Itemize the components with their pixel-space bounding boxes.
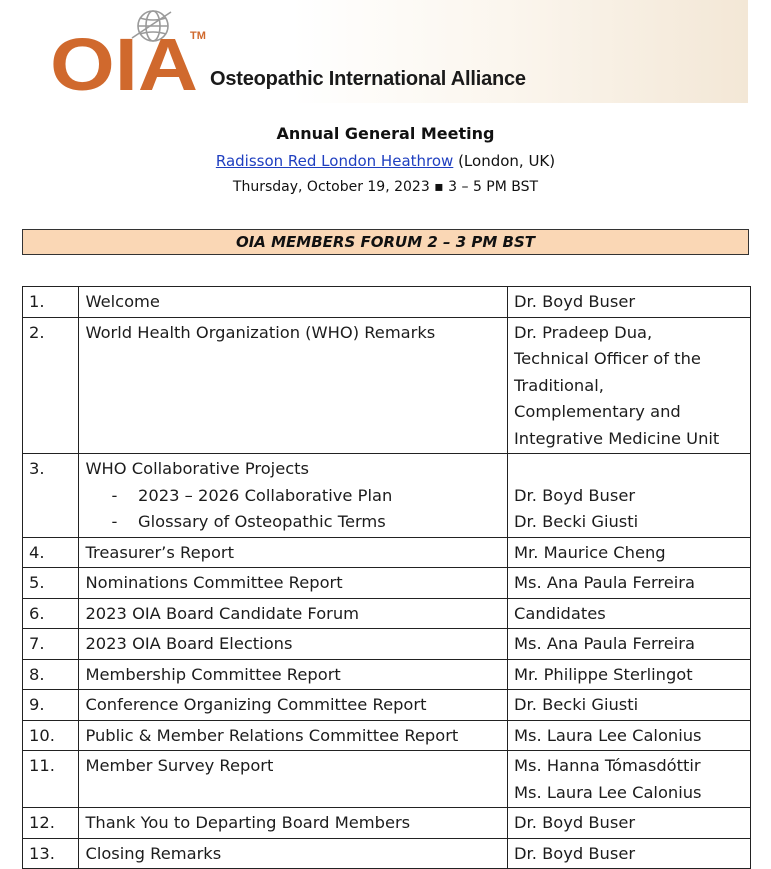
meeting-title: Annual General Meeting [276, 124, 495, 143]
table-row [23, 720, 751, 751]
presenter-name [514, 456, 750, 483]
agenda-presenter [507, 568, 750, 599]
presenter-name: Traditional, [513, 375, 604, 395]
agenda-topic [79, 598, 508, 629]
agenda-topic-text: WHO Collaborative Projects [85, 459, 310, 478]
agenda-number: 3. [23, 454, 79, 538]
agenda-presenter [507, 720, 750, 751]
agenda-topic [79, 838, 508, 869]
agenda-topic [79, 720, 508, 751]
table-row [23, 838, 751, 869]
table-row [23, 751, 751, 808]
agenda-presenter [507, 751, 750, 808]
presenter-name: Mr. Maurice Cheng [513, 542, 666, 562]
agenda-number: 8. [23, 659, 79, 690]
agenda-presenter [507, 454, 750, 538]
table-row [23, 454, 751, 538]
table-row [23, 598, 751, 629]
agenda-number: 5. [23, 568, 79, 599]
agenda-number: 9. [23, 690, 79, 721]
agenda-presenter [507, 659, 750, 690]
agenda-topic [79, 659, 508, 690]
venue-link[interactable]: Radisson Red London Heathrow [215, 152, 454, 170]
presenter-name: Technical Officer of the [513, 349, 701, 368]
presenter-name: Ms. Laura Lee Calonius [513, 782, 702, 802]
table-row [23, 659, 751, 690]
agenda-topic-text: Member Survey Report [85, 756, 274, 775]
presenter-name: Dr. Boyd Buser [513, 485, 636, 505]
presenter-name: Dr. Becki Giusti [513, 512, 639, 531]
agenda-topic-text: Treasurer’s Report [85, 542, 234, 562]
table-row [23, 808, 751, 839]
agenda-topic [79, 537, 508, 568]
presenter-name: Ms. Ana Paula Ferreira [513, 573, 695, 592]
presenter-name: Dr. Becki Giusti [513, 695, 639, 714]
presenter-name: Complementary and [513, 402, 681, 421]
agenda-number: 7. [23, 629, 79, 660]
agenda-topic-text: Public & Member Relations Committee Report [85, 725, 459, 745]
presenter-name: Ms. Hanna Tómasdóttir [513, 756, 701, 775]
agenda-subitem: - Glossary of Osteopathic Terms [111, 512, 386, 531]
agenda-topic-text: 2023 OIA Board Candidate Forum [85, 603, 360, 623]
logo-text: OIA [50, 23, 198, 98]
agenda-topic [79, 454, 508, 538]
agenda-presenter [507, 690, 750, 721]
agenda-topic-text: Closing Remarks [85, 843, 222, 863]
agenda-topic-text: Welcome [85, 292, 160, 311]
agenda-number: 6. [23, 598, 79, 629]
agenda-topic-text: Nominations Committee Report [85, 573, 343, 592]
agenda-topic [79, 317, 508, 454]
agenda-presenter [507, 537, 750, 568]
presenter-name: Dr. Boyd Buser [513, 292, 636, 311]
meeting-venue [0, 152, 771, 170]
agenda-number: 10. [23, 720, 79, 751]
agenda-table [22, 286, 751, 869]
agenda-topic [79, 629, 508, 660]
agenda-topic-text: World Health Organization (WHO) Remarks [85, 322, 436, 342]
agenda-presenter [507, 317, 750, 454]
agenda-topic-text: 2023 OIA Board Elections [85, 634, 293, 653]
presenter-name: Candidates [513, 603, 606, 623]
agenda-topic-text: Membership Committee Report [85, 664, 341, 684]
presenter-name: Ms. Laura Lee Calonius [513, 725, 702, 745]
presenter-name: Mr. Philippe Sterlingot [513, 664, 693, 684]
presenter-name: Integrative Medicine Unit [513, 428, 720, 448]
table-row [23, 317, 751, 454]
agenda-number: 13. [23, 838, 79, 869]
presenter-name: Dr. Pradeep Dua, [513, 322, 653, 342]
agenda-number: 1. [23, 287, 79, 318]
agenda-presenter [507, 808, 750, 839]
table-row [23, 537, 751, 568]
agenda-subitem: - 2023 – 2026 Collaborative Plan [111, 485, 393, 505]
agenda-topic [79, 751, 508, 808]
agenda-topic [79, 568, 508, 599]
table-row [23, 629, 751, 660]
table-row [23, 690, 751, 721]
presenter-name: Dr. Boyd Buser [513, 843, 636, 863]
agenda-number: 4. [23, 537, 79, 568]
agenda-presenter [507, 598, 750, 629]
venue-location: (London, UK) [453, 152, 556, 170]
agenda-number: 2. [23, 317, 79, 454]
presenter-name: Ms. Ana Paula Ferreira [513, 634, 695, 653]
oia-logo [50, 8, 220, 98]
presenter-name: Dr. Boyd Buser [513, 813, 636, 832]
agenda-presenter [507, 629, 750, 660]
agenda-presenter [507, 287, 750, 318]
table-row [23, 568, 751, 599]
agenda-number: 11. [23, 751, 79, 808]
forum-banner: OIA MEMBERS FORUM 2 – 3 PM BST [22, 229, 749, 255]
agenda-topic [79, 690, 508, 721]
agenda-presenter [507, 838, 750, 869]
agenda-topic-text: Thank You to Departing Board Members [85, 813, 411, 832]
agenda-topic [79, 808, 508, 839]
agenda-number: 12. [23, 808, 79, 839]
agenda-topic-text: Conference Organizing Committee Report [85, 695, 427, 714]
trademark-text: TM [190, 30, 206, 42]
meeting-date-time: Thursday, October 19, 2023 ▪ 3 – 5 PM BST [232, 179, 539, 195]
organization-name: Osteopathic International Alliance [210, 68, 526, 90]
agenda-topic [79, 287, 508, 318]
table-row [23, 287, 751, 318]
